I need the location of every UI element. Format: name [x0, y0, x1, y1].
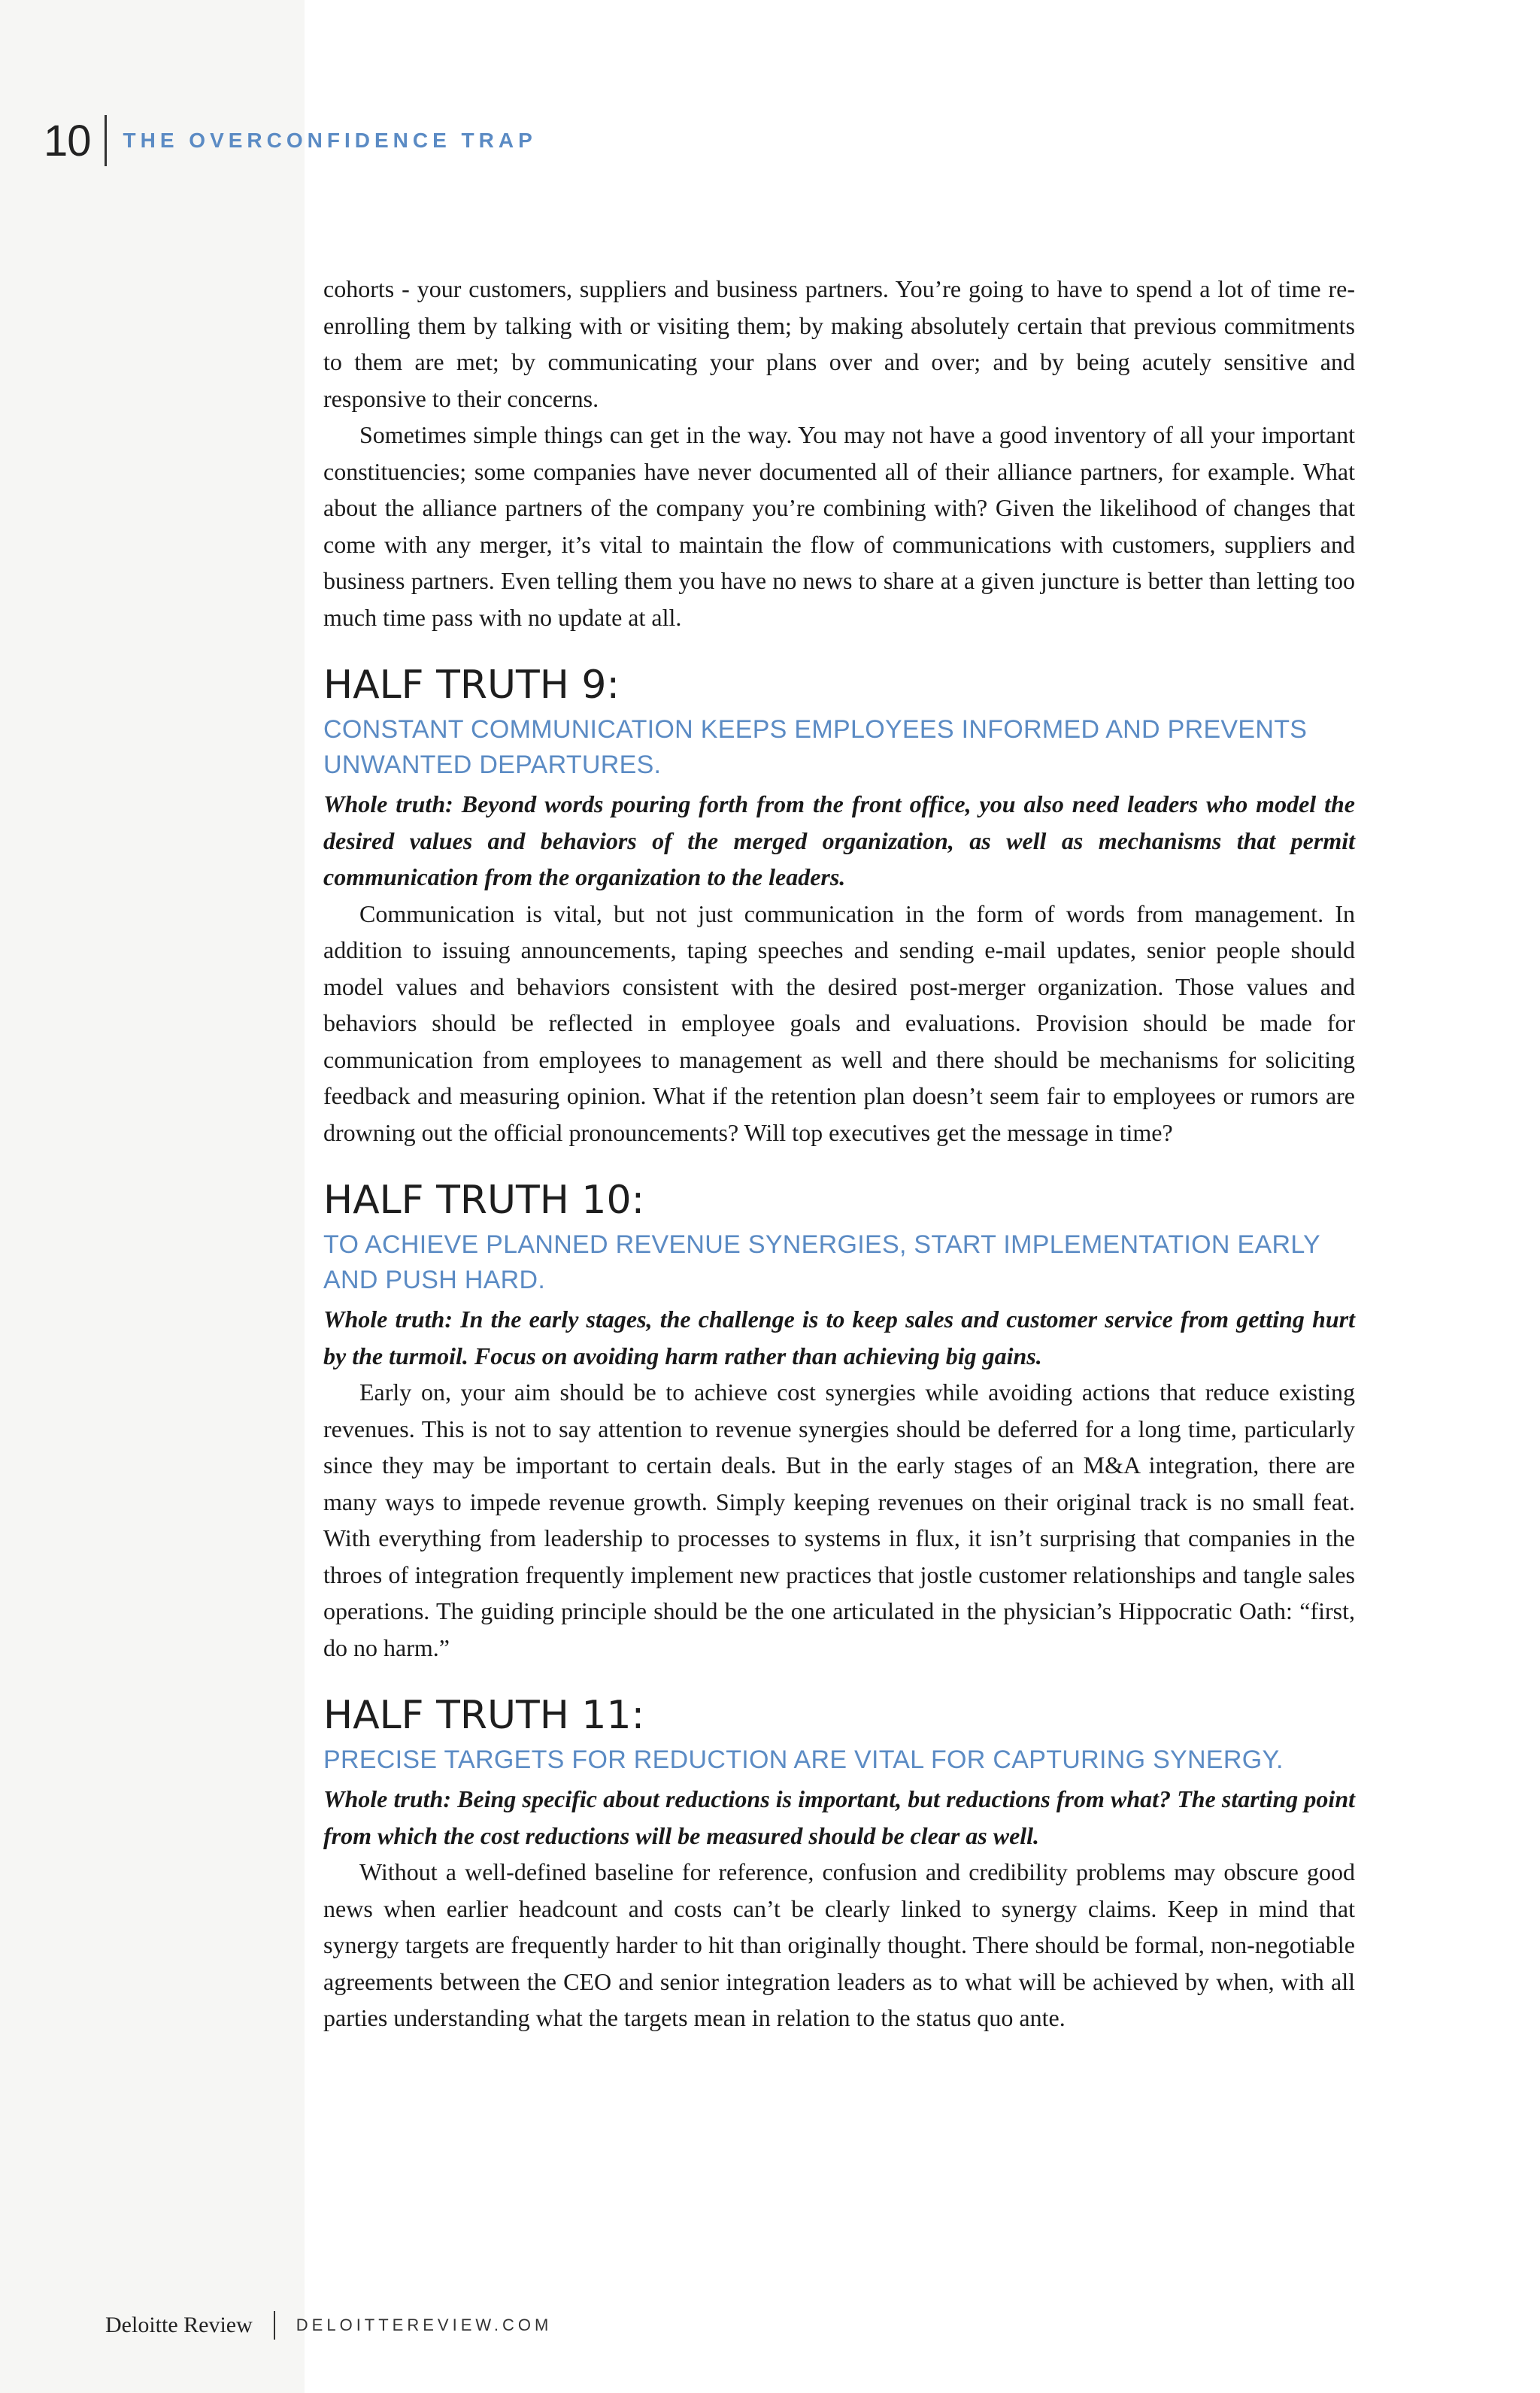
running-header	[44, 114, 537, 167]
footer-divider	[274, 2311, 275, 2340]
article-body	[323, 271, 1355, 2037]
whole-truth-statement: Whole truth: Beyond words pouring forth from the front office, you also need leaders who model the desired values and behaviors of the merged organization, as well as mechanisms that permit communication from the organization to the leaders.	[323, 790, 1355, 890]
half-truth-9-section	[323, 661, 1355, 1151]
intro-paragraph-2: Sometimes simple things can get in the way. You may not have a good inventory of all your important constituencies; some companies have never documented all of their alliance partners, for example. What about the alliance partners of the company you’re combining with? Given the likelihood of changes that come with any merger, it’s vital to maintain the flow of communications with customers, suppliers and business partners. Even telling them you have no news to share at a given juncture is better than letting too much time pass with no update at all.	[323, 421, 1355, 631]
section-body: Without a well-defined baseline for reference, confusion and credibility problems may obscure good news when earlier headcount and costs can’t be clearly linked to synergy claims. Keep in mind that synergy targets are frequently harder to hit than originally thought. There should be formal, non-negotiable agreements between the CEO and senior integration leaders as to what will be achieved by when, with all parties understanding what the targets mean in relation to the status quo ante.	[323, 1858, 1355, 2031]
section-heading: HALF TRUTH 9:	[323, 663, 620, 708]
section-heading: HALF TRUTH 10:	[323, 1178, 645, 1223]
intro-paragraph-1: cohorts - your customers, suppliers and business partners. You’re going to have to spend a lot of time re-enrolling them by talking with or visiting them; by making absolutely certain that previous commitments to them are met; by communicating your plans over and over; and by being acutely sensitive and responsive to their concerns.	[323, 275, 1355, 412]
section-body: Communication is vital, but not just communication in the form of words from management. In addition to issuing announcements, taping speeches and sending e-mail updates, senior people should model values and behaviors consistent with the desired post-merger organization. Those values and behaviors should be reflected in employee goals and evaluations. Provision should be made for communication from employees to management as well and there should be mechanisms for soliciting feedback and measuring opinion. What if the retention plan doesn’t seem fair to employees or rumors are drowning out the official pronouncements? Will top executives get the message in time?	[323, 899, 1355, 1146]
footer-brand: Deloitte Review	[105, 2313, 253, 2337]
half-truth-11-section	[323, 1691, 1355, 2037]
section-subhead: PRECISE TARGETS FOR REDUCTION ARE VITAL FOR CAPTURING SYNERGY.	[323, 1745, 1284, 1774]
left-margin	[0, 0, 305, 2393]
page-number: 10	[44, 116, 91, 165]
whole-truth-statement: Whole truth: In the early stages, the challenge is to keep sales and customer service from getting hurt by the turmoil. Focus on avoiding harm rather than achieving big gains.	[323, 1306, 1355, 1369]
section-subhead: CONSTANT COMMUNICATION KEEPS EMPLOYEES INFORMED AND PREVENTS UNWANTED DEPARTURES.	[323, 715, 1308, 779]
footer-url: DELOITTEREVIEW.COM	[296, 2316, 553, 2334]
section-heading: HALF TRUTH 11:	[323, 1693, 645, 1738]
running-title: THE OVERCONFIDENCE TRAP	[123, 129, 537, 152]
section-body: Early on, your aim should be to achieve cost synergies while avoiding actions that reduce existing revenues. This is not to say attention to revenue synergies should be deferred for a long time, particularly since they may be important to certain deals. But in the early stages of an M&A integration, there are many ways to impede revenue growth. Simply keeping revenues on their original track is no small feat. With everything from leadership to processes to systems in flux, it isn’t surprising that companies in the throes of integration frequently implement new practices that jostle customer relationships and tangle sales operations. The guiding principle should be the one articulated in the physician’s Hippocratic Oath: “first, do no harm.”	[323, 1378, 1355, 1661]
header-divider	[105, 115, 107, 166]
page-footer	[105, 2307, 552, 2343]
section-subhead: TO ACHIEVE PLANNED REVENUE SYNERGIES, START IMPLEMENTATION EARLY AND PUSH HARD.	[323, 1230, 1320, 1294]
half-truth-10-section	[323, 1176, 1355, 1666]
whole-truth-statement: Whole truth: Being specific about reductions is important, but reductions from what? The starting point from which the cost reductions will be measured should be clear as well.	[323, 1785, 1355, 1849]
